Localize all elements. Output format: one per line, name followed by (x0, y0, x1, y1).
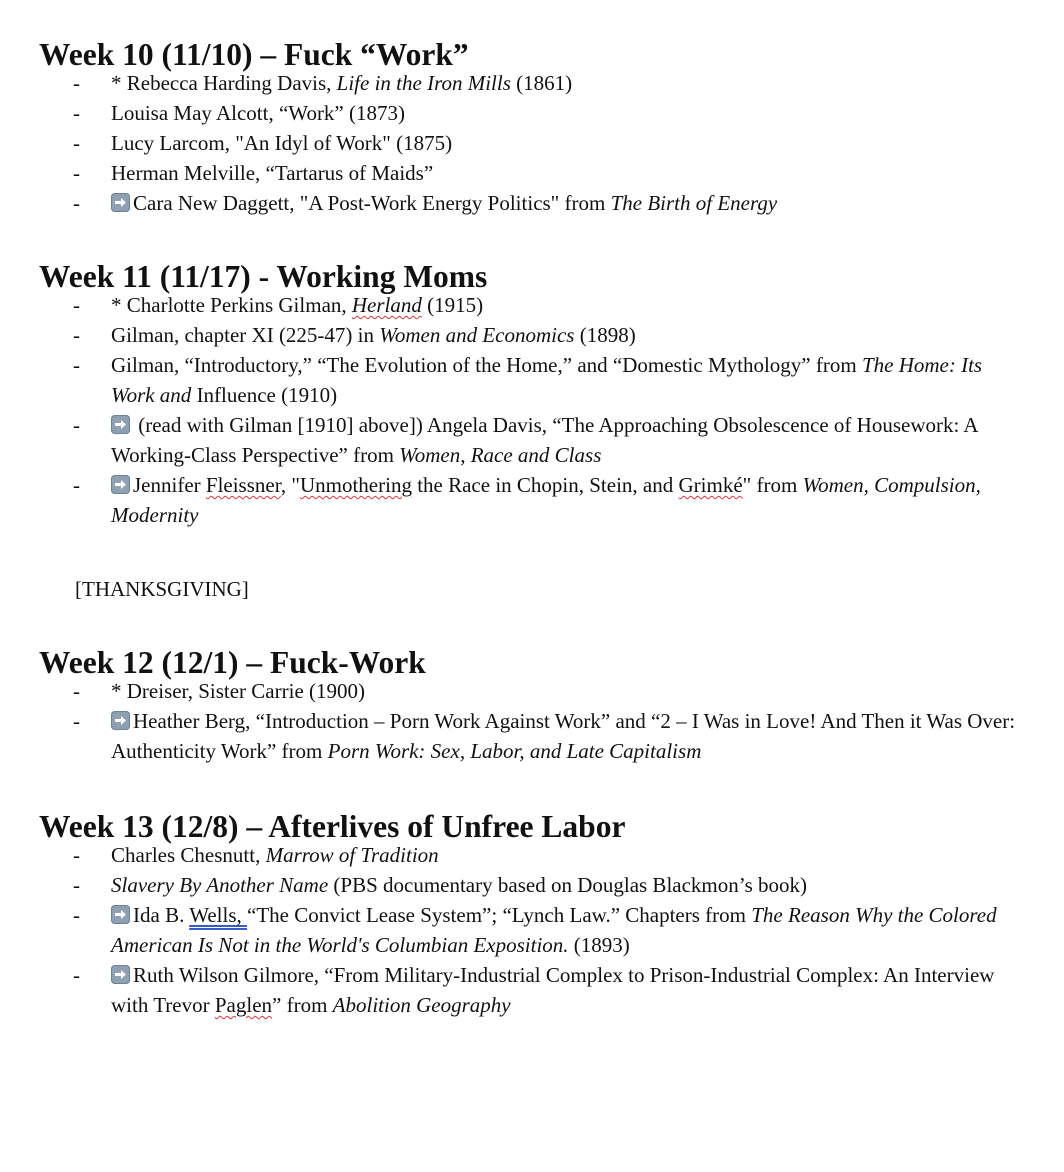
reading-text: Influence (1910) (191, 383, 338, 407)
reading-text: Porn Work: Sex, Labor, and Late Capitalism (327, 739, 702, 763)
reading-text: Ruth Wilson Gilmore, “From Military-Industrial Complex to Prison-Industrial Complex: An Interview with Trevor (111, 963, 995, 1017)
right-arrow-icon (111, 711, 130, 730)
list-dash: - (73, 323, 80, 347)
reading-text: Louisa May Alcott, “Work” (1873) (111, 101, 405, 125)
reading-text: Gilman, “Introductory,” “The Evolution of the Home,” and “Domestic Mythology” from (111, 353, 862, 377)
reading-text: (PBS documentary based on Douglas Blackmon’s book) (328, 873, 807, 897)
reading-text: (1915) (421, 293, 484, 317)
reading-text: Unmothering (299, 473, 412, 497)
reading-text: (read with Gilman [1910] above]) Angela Davis, “The Approaching Obsolescence of Housework: A Working-Class Perspective” from (111, 413, 978, 467)
right-arrow-icon (111, 475, 130, 494)
list-dash: - (73, 161, 80, 185)
reading-list (39, 290, 1029, 530)
reading-item (39, 128, 1029, 158)
week-13-section (39, 809, 1029, 1020)
reading-text: Abolition Geography (332, 993, 511, 1017)
reading-text: Slavery By Another Name (111, 873, 329, 897)
reading-text: Cara New Daggett, "A Post-Work Energy Politics" from (133, 191, 611, 215)
reading-item (39, 706, 1029, 766)
right-arrow-icon (111, 965, 130, 984)
list-dash: - (73, 873, 80, 897)
reading-text: Jennifer (133, 473, 206, 497)
reading-text: the Race in Chopin, Stein, and (411, 473, 679, 497)
reading-text: (1898) (574, 323, 636, 347)
reading-text: * Charlotte Perkins Gilman, (111, 293, 352, 317)
reading-text: Paglen (214, 993, 273, 1017)
reading-item (39, 870, 1029, 900)
reading-list (39, 676, 1029, 766)
reading-text: * Rebecca Harding Davis, (111, 71, 337, 95)
reading-text: Fleissner (205, 473, 281, 497)
list-dash: - (73, 101, 80, 125)
reading-text: The Home: Its Work and (111, 353, 983, 407)
week-11-section (39, 259, 1029, 530)
reading-text: Marrow of Tradition (265, 843, 439, 867)
week-heading: Week 11 (11/17) - Working Moms (39, 259, 488, 294)
right-arrow-icon (111, 905, 130, 924)
week-heading: Week 12 (12/1) – Fuck-Work (39, 645, 426, 680)
week-heading: Week 10 (11/10) – Fuck “Work” (39, 37, 469, 72)
reading-text: , " (280, 473, 300, 497)
reading-text: (1861) (510, 71, 573, 95)
list-dash: - (73, 353, 80, 377)
reading-item (39, 158, 1029, 188)
list-dash: - (73, 679, 80, 703)
reading-item (39, 840, 1029, 870)
reading-text: Life in the Iron Mills (336, 71, 511, 95)
list-dash: - (73, 473, 80, 497)
reading-item (39, 290, 1029, 320)
list-dash: - (73, 131, 80, 155)
reading-list (39, 840, 1029, 1020)
reading-text: Gilman, chapter XI (225-47) in (111, 323, 380, 347)
reading-text: Heather Berg, “Introduction – Porn Work Against Work” and “2 – I Was in Love! And Then it Was Over: Authenticity Work” from (111, 709, 1016, 763)
reading-text: Lucy Larcom, "An Idyl of Work" (1875) (111, 131, 453, 155)
list-dash: - (73, 413, 80, 437)
reading-text: (1893) (568, 933, 630, 957)
reading-text: The Reason Why the Colored American Is Not in the World's Columbian Exposition. (111, 903, 997, 957)
reading-item (39, 350, 1029, 410)
reading-text: Wells, (189, 903, 248, 927)
reading-text: " from (742, 473, 803, 497)
right-arrow-icon (111, 193, 130, 212)
reading-item (39, 676, 1029, 706)
reading-text: Women and Economics (379, 323, 575, 347)
reading-text: Charles Chesnutt, (111, 843, 266, 867)
reading-item (39, 410, 1029, 470)
reading-text: * Dreiser, Sister Carrie (1900) (111, 679, 365, 703)
reading-item (39, 470, 1029, 530)
reading-text: ” from (272, 993, 333, 1017)
reading-item (39, 900, 1029, 960)
thanksgiving-note: [THANKSGIVING] (75, 577, 249, 601)
list-dash: - (73, 71, 80, 95)
reading-item (39, 960, 1029, 1020)
reading-item (39, 68, 1029, 98)
list-dash: - (73, 963, 80, 987)
reading-list (39, 68, 1029, 218)
week-heading: Week 13 (12/8) – Afterlives of Unfree Labor (39, 809, 626, 844)
reading-text: “The Convict Lease System”; “Lynch Law.” Chapters from (247, 903, 752, 927)
week-10-section (39, 37, 1029, 218)
list-dash: - (73, 709, 80, 733)
reading-text: Ida B. (133, 903, 190, 927)
list-dash: - (73, 903, 80, 927)
list-dash: - (73, 191, 80, 215)
reading-item (39, 320, 1029, 350)
reading-text: Herland (351, 293, 422, 317)
reading-text: Women, Compulsion, Modernity (111, 473, 981, 527)
reading-text: Herman Melville, “Tartarus of Maids” (111, 161, 434, 185)
reading-text: Grimké (678, 473, 743, 497)
list-dash: - (73, 293, 80, 317)
reading-text: Women, Race and Class (399, 443, 602, 467)
week-12-section (39, 645, 1029, 766)
list-dash: - (73, 843, 80, 867)
reading-item (39, 188, 1029, 218)
right-arrow-icon (111, 415, 130, 434)
reading-text: The Birth of Energy (610, 191, 778, 215)
reading-item (39, 98, 1029, 128)
